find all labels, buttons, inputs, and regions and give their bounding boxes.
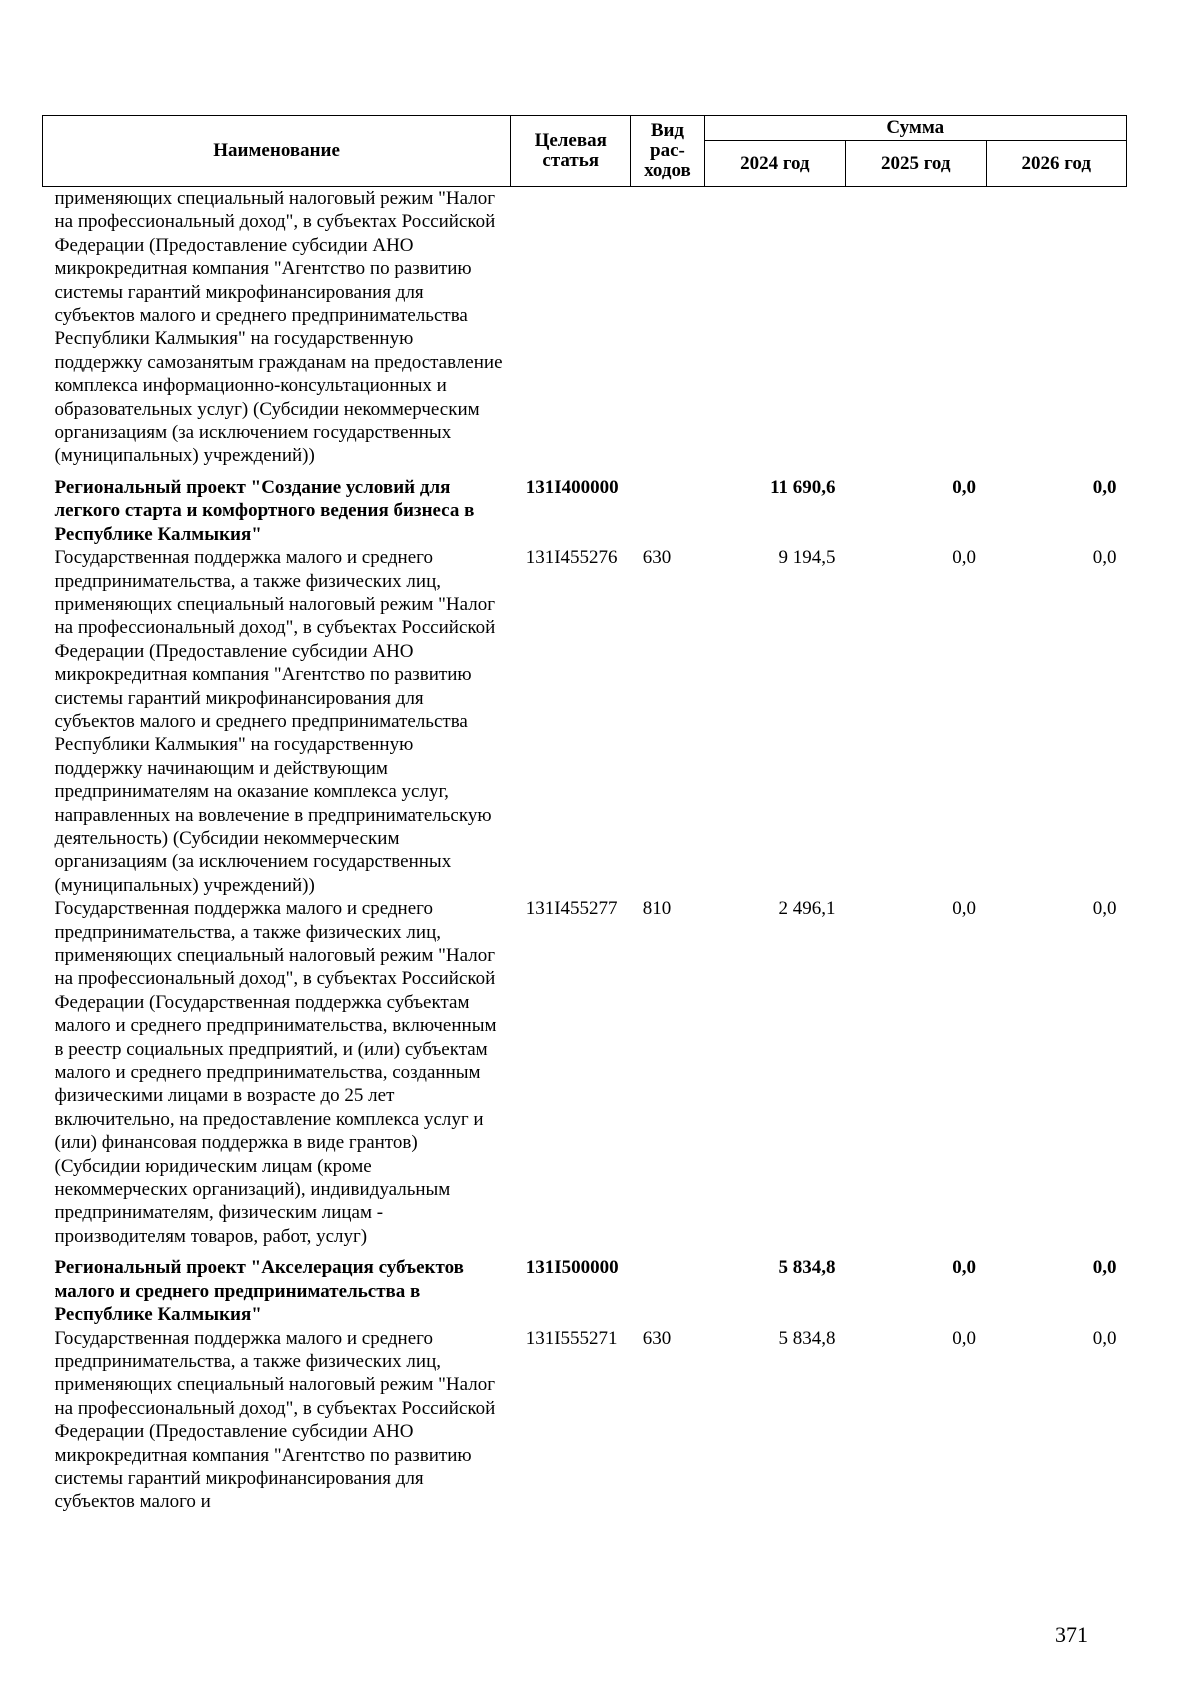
header-target: Целевая статья [511, 116, 631, 187]
expense-kind-cell [631, 468, 704, 546]
amount-2025-cell: 0,0 [952, 476, 976, 498]
header-sum: Сумма [704, 116, 1126, 141]
target-article-cell: 131I400000 [525, 476, 619, 498]
amount-2025-cell: 0,0 [952, 1327, 976, 1349]
target-article-cell: 131I455277 [525, 898, 618, 920]
page-number: 371 [1055, 1622, 1088, 1647]
table-row [43, 1327, 1127, 1514]
expense-kind-cell: 810 [642, 898, 672, 920]
amount-2024-cell: 2 496,1 [778, 898, 836, 920]
header-year-2024: 2024 год [704, 141, 845, 187]
table-row [43, 897, 1127, 1248]
table-body [43, 187, 1127, 1514]
budget-table-page [42, 115, 1127, 1514]
budget-table [42, 115, 1127, 1514]
amount-2024-cell: 5 834,8 [778, 1257, 836, 1279]
expense-kind-cell: 630 [642, 1327, 672, 1349]
name-cell: применяющих специальный налоговый режим "Налог на профессиональный доход", в субъектах Российской Федерации (Предоставление субсидии АНО микрокредитная компания "Агентство по развитию системы гарантий микрофинансирования для субъектов малого и среднего предпринимательства Республики Калмыкия" на государственную поддержку самозанятым гражданам на предоставление комплекса информационно-консультационных и образовательных услуг) (Субсидии некоммерческим организациям (за исключением государственных (муниципальных) учреждений)) [54, 188, 503, 467]
name-cell: Государственная поддержка малого и среднего предпринимательства, а также физических лиц, применяющих специальный налоговый режим "Налог на профессиональный доход", в субъектах Российской Федерации (Предоставление субсидии АНО микрокредитная компания "Агентство по развитию системы гарантий микрофинансирования для субъектов малого и среднего предпринимательства Республики Калмыкия" на государственную поддержку начинающим и действующим предпринимателям на оказание комплекса услуг, направленных на вовлечение в предпринимательскую деятельность) (Субсидии некоммерческим организациям (за исключением государственных (муниципальных) учреждений)) [54, 547, 496, 896]
target-article-cell: 131I500000 [525, 1257, 619, 1279]
header-year-2025: 2025 год [846, 141, 986, 187]
table-header [43, 116, 1127, 187]
header-year-2026: 2026 год [986, 141, 1127, 187]
name-cell: Государственная поддержка малого и среднего предпринимательства, а также физических лиц, применяющих специальный налоговый режим "Налог на профессиональный доход", в субъектах Российской Федерации (Предоставление субсидии АНО микрокредитная компания "Агентство по развитию системы гарантий микрофинансирования для субъектов малого и [54, 1327, 496, 1513]
target-article-cell [511, 187, 631, 468]
expense-kind-cell [631, 1248, 704, 1326]
amount-2025-cell: 0,0 [952, 1257, 976, 1279]
amount-2026-cell: 0,0 [1092, 476, 1117, 498]
expense-kind-cell: 630 [642, 547, 672, 569]
name-cell: Государственная поддержка малого и среднего предпринимательства, а также физических лиц, применяющих специальный налоговый режим "Налог на профессиональный доход", в субъектах Российской Федерации (Государственная поддержка субъектам малого и среднего предпринимательства, включенным в реестр социальных предприятий, и (или) субъектам малого и среднего предпринимательства, созданным физическими лицами в возрасте до 25 лет включительно, на предоставление комплекса услуг и (или) финансовая поддержка в виде грантов) (Субсидии юридическим лицам (кроме некоммерческих организаций), индивидуальным предпринимателям, физическим лицам - производителям товаров, работ, услуг) [54, 898, 497, 1247]
amount-2025-cell: 0,0 [952, 898, 976, 920]
table-row [43, 546, 1127, 897]
amount-2026-cell: 0,0 [1092, 898, 1117, 920]
amount-2024-cell: 11 690,6 [770, 476, 836, 498]
amount-2024-cell [704, 187, 845, 468]
table-row [43, 187, 1127, 468]
amount-2024-cell: 9 194,5 [778, 547, 836, 569]
amount-2024-cell: 5 834,8 [778, 1327, 836, 1349]
amount-2025-cell [846, 187, 986, 468]
amount-2026-cell: 0,0 [1092, 1257, 1117, 1279]
table-row-project [43, 468, 1127, 546]
amount-2026-cell: 0,0 [1092, 547, 1117, 569]
amount-2026-cell: 0,0 [1092, 1327, 1117, 1349]
header-name: Наименование [43, 116, 511, 187]
name-cell: Региональный проект "Акселерация субъектов малого и среднего предпринимательства в Республике Калмыкия" [54, 1257, 464, 1326]
target-article-cell: 131I555271 [525, 1327, 618, 1349]
target-article-cell: 131I455276 [525, 547, 618, 569]
expense-kind-cell [631, 187, 704, 468]
table-row-project [43, 1248, 1127, 1326]
amount-2025-cell: 0,0 [952, 547, 976, 569]
header-kind: Вид рас-ходов [631, 116, 704, 187]
name-cell: Региональный проект "Создание условий для легкого старта и комфортного ведения бизнеса в Республике Калмыкия" [54, 476, 475, 545]
amount-2026-cell [986, 187, 1127, 468]
